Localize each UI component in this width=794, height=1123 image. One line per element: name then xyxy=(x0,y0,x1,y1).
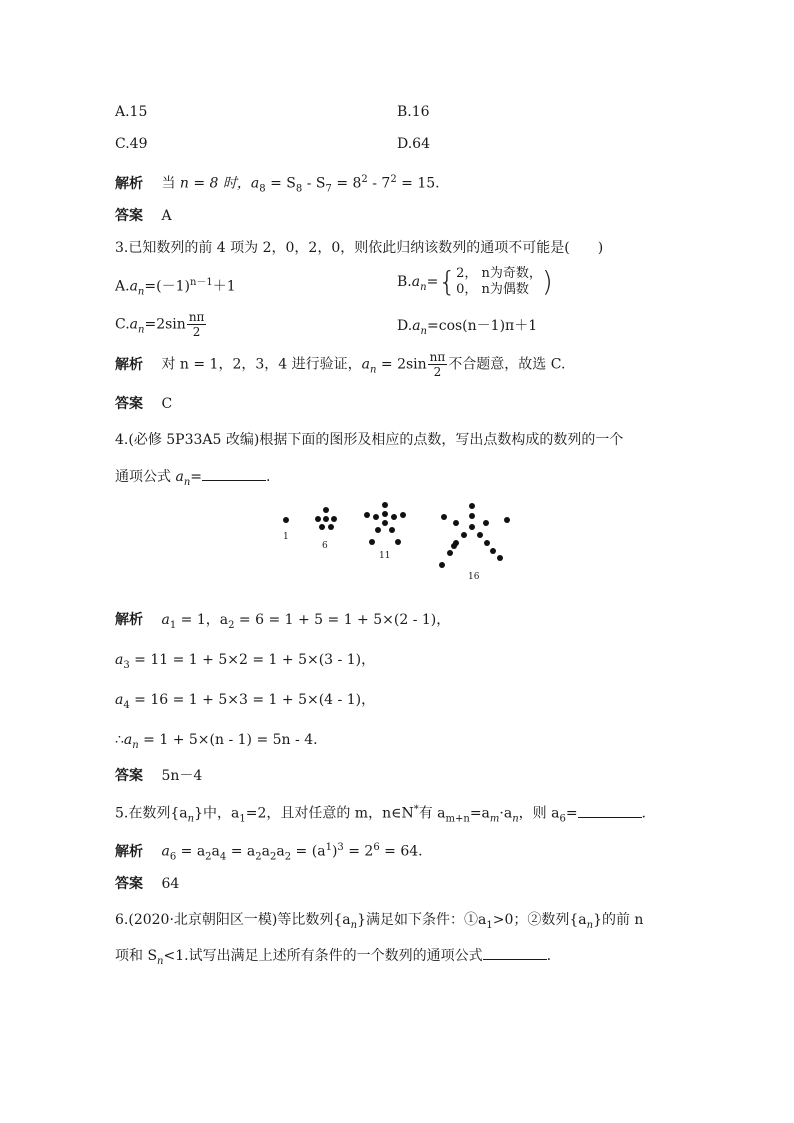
q4-analysis-line1: 解析 $a_1 = 1$，$a_2 = 6 = 1 + 5 = 1 + 5\times(2 - 1)$， xyxy=(115,612,451,631)
dot xyxy=(373,514,379,520)
dot xyxy=(469,503,475,509)
q4-analysis-line4: $\therefore a_n = 1 + 5\times(n - 1) = 5n - 4$. xyxy=(115,732,318,751)
dot xyxy=(451,543,457,549)
q2-option-a: A.15 xyxy=(115,104,148,120)
q4-analysis-line2: $a_3 = 11 = 1 + 5\times 2 = 1 + 5\times(3 - 1)$， xyxy=(115,652,376,671)
dot xyxy=(469,513,475,519)
dot xyxy=(382,502,388,508)
dot xyxy=(283,517,289,523)
q4-answer: 答案 5n－4 xyxy=(115,768,203,784)
dot xyxy=(328,524,334,530)
q6-stem-line1: 6.(2020·北京朝阳区一模)等比数列$\{a_n\}$满足如下条件：$①a_1>0$；②数列$\{a_n\}$的前 n xyxy=(115,912,644,931)
answer-blank[interactable] xyxy=(202,466,266,481)
q3-analysis: 解析 对 n = 1，2，3，4 进行验证，$a_n = 2\sin$ $\frac{n\pi}{2}$ 不合题意，故选 C. xyxy=(115,350,566,379)
dot xyxy=(315,516,321,522)
dot xyxy=(389,527,395,533)
q3-option-d: $D.a_n=\cos(n-1)\pi+1$ xyxy=(397,318,538,337)
q2-option-d: D.64 xyxy=(397,136,430,152)
pattern-11 xyxy=(364,502,406,561)
q2-option-c: C.49 xyxy=(115,136,148,152)
q2-answer: 答案 A xyxy=(115,208,172,224)
q4-stem-line1: 4.(必修 5P33A5 改编)根据下面的图形及相应的点数，写出点数构成的数列的一个 xyxy=(115,432,624,448)
pattern-16 xyxy=(439,503,510,582)
pattern-label-1: 1 xyxy=(283,532,289,542)
pattern-label-6: 6 xyxy=(322,541,328,551)
dot xyxy=(490,548,496,554)
dot xyxy=(331,516,337,522)
dot xyxy=(395,539,401,545)
analysis-label: 解析 xyxy=(115,175,143,192)
dot xyxy=(369,539,375,545)
dot xyxy=(323,516,329,522)
answer-blank[interactable] xyxy=(483,945,547,960)
dot xyxy=(441,514,447,520)
dot xyxy=(483,520,489,526)
dot xyxy=(364,512,370,518)
dot xyxy=(497,555,503,561)
dot xyxy=(439,562,445,568)
q2-analysis: 解析 当 n = 8 时，$a_8 = S_8 - S_7 = 8^2 - 7^2 = 15$. xyxy=(115,174,440,195)
q6-stem-line2: 项和 $S_n<1$.试写出满足上述所有条件的一个数列的通项公式 . xyxy=(115,945,551,972)
q4-analysis-line3: $a_4 = 16 = 1 + 5\times 3 = 1 + 5\times(4 - 1)$， xyxy=(115,692,376,711)
dot xyxy=(469,524,475,530)
answer-blank[interactable] xyxy=(578,803,642,818)
dot xyxy=(484,540,490,546)
q4-stem-line2: 通项公式 $a_n=$ . xyxy=(115,466,270,493)
dot xyxy=(323,507,329,513)
q3-option-c: $C.a_n=2\sin$ $\frac{n\pi}{2}$ xyxy=(115,310,205,339)
dot xyxy=(391,514,397,520)
q5-analysis: 解析 $a_6 = a_2a_4 = a_2a_2a_2 = (a^1)^3 = 2^6 = 64$. xyxy=(115,842,423,863)
pattern-label-11: 11 xyxy=(379,551,391,561)
q3-option-a: $A.a_n=(-1)^{n-1}+1$ xyxy=(115,277,236,298)
q2-option-b: B.16 xyxy=(397,104,430,120)
dot xyxy=(453,520,459,526)
dot xyxy=(375,527,381,533)
dot xyxy=(477,532,483,538)
answer-label: 答案 xyxy=(115,208,143,224)
dot-pattern-figure xyxy=(278,502,518,584)
pattern-1 xyxy=(283,517,289,542)
q3-answer: 答案 C xyxy=(115,396,173,412)
dot xyxy=(382,511,388,517)
q3-stem: 3.已知数列的前 4 项为 2，0，2，0，则依此归纳该数列的通项不可能是( ) xyxy=(115,240,604,256)
dot xyxy=(400,512,406,518)
pattern-6 xyxy=(315,507,337,551)
q5-stem: 5.在数列$\{a_n\}$中，$a_1=2$，且对任意的 m，n∈N*有 $a_{m+n}=a_m\cdot a_n$，则 $a_6=$ . xyxy=(115,804,646,825)
dot xyxy=(461,532,467,538)
q3-option-b: $B.a_n=\{2$， n为奇数， 0， n为偶数 ) xyxy=(397,265,553,298)
dot xyxy=(319,524,325,530)
dot xyxy=(382,520,388,526)
dot xyxy=(504,517,510,523)
pattern-label-16: 16 xyxy=(468,572,480,582)
q5-answer: 答案 64 xyxy=(115,876,180,892)
dot xyxy=(447,550,453,556)
